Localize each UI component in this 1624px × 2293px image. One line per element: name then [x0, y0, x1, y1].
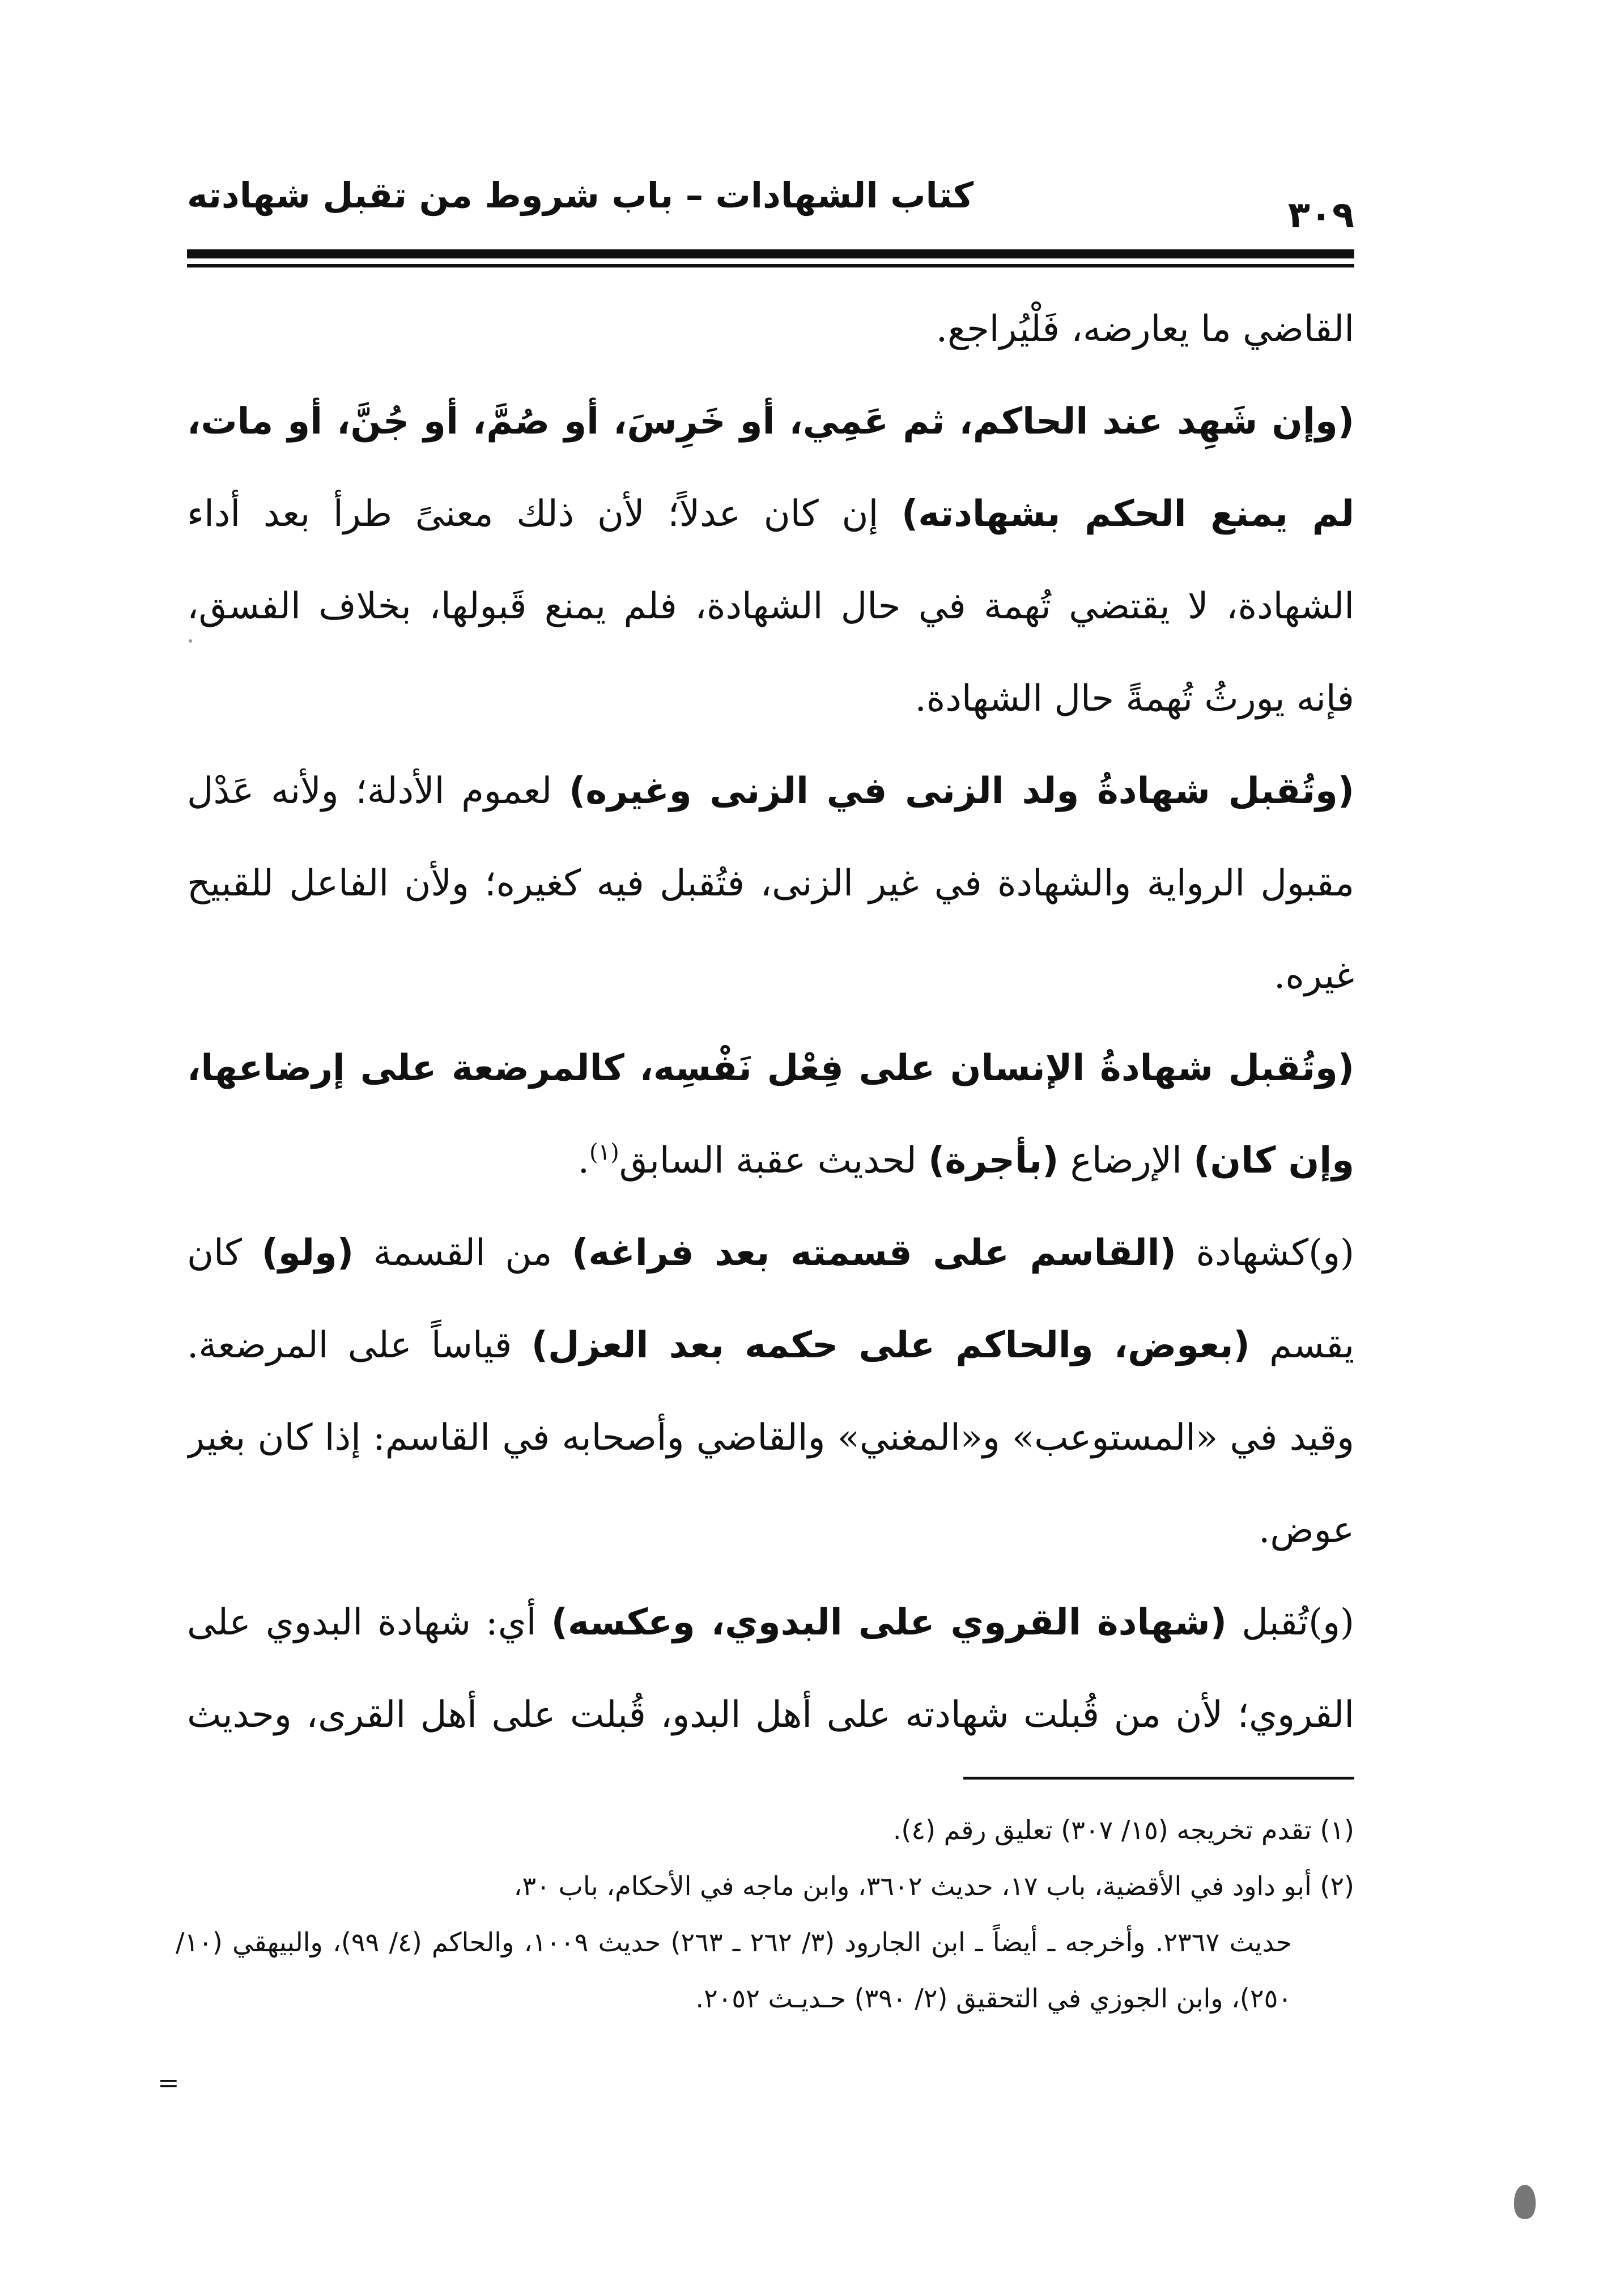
sharh-text: إن كان عدلاً؛ لأن ذلك معنىً طرأ بعد أداء الشهادة، لا يقتضي تُهمة في حال الشهادة، فلم يمنع قَبولها، بخلاف الفسق، فإنه يورثُ تُهمةً حال الشهادة.: [187, 493, 1354, 720]
running-header: [187, 164, 1354, 249]
sharh-text: كان يقسم: [187, 1232, 1354, 1366]
sharh-text: لعموم الأدلة؛ ولأنه عَدْل مقبول الرواية والشهادة في غير الزنى، فتُقبل فيه كغيره؛ ولأن الفاعل للقبيح غيره.: [187, 770, 1354, 997]
matn-text: (بأجرة): [928, 1140, 1059, 1182]
footnote-2-continued: حديث ٢٣٦٧. وأخرجه ـ أيضاً ـ ابن الجارود (٣/ ٢٦٢ ـ ٢٦٣) حديث ١٠٠٩، والحاكم (٤/ ٩٩)، والبيهقي (١٠/ ٢٥٠)، وابن الجوزي في التحقيق (٢/ ٣٩٠) حـديـث ٢٠٥٢.: [176, 1927, 1293, 2014]
paragraph-5: [187, 1577, 1354, 1763]
footnote-1: (١) تقدم تخريجه (١٥/ ٣٠٧) تعليق رقم (٤).: [892, 1815, 1354, 1845]
sharh-text: .: [577, 1140, 590, 1182]
matn-text: (وتُقبل شهادةُ الإنسان على فِعْل نَفْسِه، كالمرضعة على إرضاعها، وإن كان): [187, 1047, 1354, 1182]
paragraph-4: [187, 1207, 1354, 1577]
footnote-2: (٢) أبو داود في الأقضية، باب ١٧، حديث ٣٦٠٢، وابن ماجه في الأحكام، باب ٣٠،: [513, 1871, 1354, 1901]
matn-text: (ولو): [261, 1232, 354, 1274]
page-number: ٣٠٩: [1287, 194, 1354, 236]
sharh-text: (و)تُقبل: [1227, 1602, 1354, 1644]
matn-text: (القاسم على قسمته بعد فراغه): [572, 1232, 1176, 1274]
running-head-title: كتاب الشهادات – باب شروط من تقبل شهادته: [187, 175, 974, 216]
paragraph-2: [187, 745, 1354, 1022]
matn-text: (وتُقبل شهادةُ ولد الزنى في الزنى وغيره): [569, 770, 1354, 812]
paragraph-0: [187, 283, 1354, 376]
matn-text: (شهادة القروي على البدوي، وعكسه): [551, 1602, 1227, 1644]
header-rule-thick: [187, 249, 1354, 258]
matn-text: (وإن شَهِد عند الحاكم، ثم عَمِي، أو خَرِسَ، أو صُمَّ، أو جُنَّ، أو مات، لم يمنع الحكم بشهادته): [187, 401, 1354, 535]
sharh-text: الإرضاع: [1058, 1140, 1194, 1182]
main-text: [187, 283, 1354, 1763]
footnotes: [176, 1802, 1354, 2027]
footnote-ref-1: (١): [589, 1139, 619, 1166]
footnote-separator: [963, 1777, 1354, 1780]
continuation-mark: =: [158, 2067, 180, 2098]
sharh-text: (و)كشهادة: [1176, 1232, 1354, 1274]
paragraph-0-text: القاضي ما يعارضه، فَلْيُراجع.: [936, 308, 1354, 350]
sharh-text: قياساً على المرضعة. وقيد في «المستوعب» و«المغني» والقاضي وأصحابه في القاسم: إذا كان بغير عوض.: [187, 1324, 1354, 1551]
header-rule-thin: [187, 264, 1354, 267]
sharh-text: من القسمة: [354, 1232, 572, 1274]
paragraph-3: [187, 1022, 1354, 1207]
paragraph-1: [187, 376, 1354, 745]
sharh-text: أي: شهادة البدوي على القروي؛ لأن من قُبلت شهادته على أهل البدو، قُبلت على أهل القرى، وحديث: [187, 1602, 1354, 1736]
sharh-text: لحديث عقبة السابق: [619, 1140, 929, 1182]
ink-blot-mark: [1514, 2185, 1536, 2219]
matn-text: (بعوض، والحاكم على حكمه بعد العزل): [531, 1324, 1250, 1366]
